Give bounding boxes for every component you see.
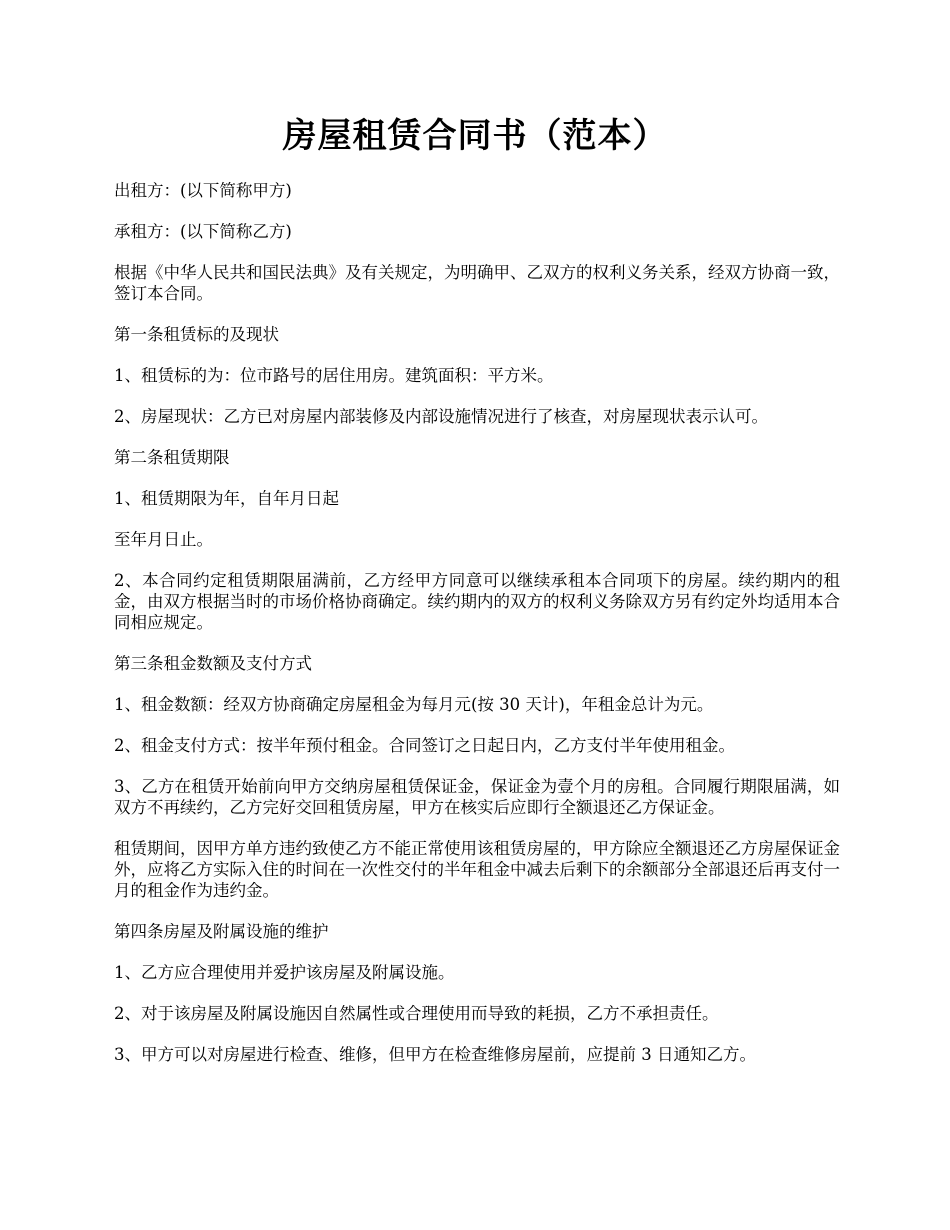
article-3-heading: 第三条租金数额及支付方式: [114, 654, 312, 673]
article-3-clause-2: 2、租金支付方式：按半年预付租金。合同签订之日起日内，乙方支付半年使用租金。: [114, 736, 735, 755]
article-2-clause-1-end: 至年月日止。: [114, 530, 213, 549]
article-4-clause-1: 1、乙方应合理使用并爱护该房屋及附属设施。: [114, 963, 455, 982]
article-1-clause-1: 1、租赁标的为：位市路号的居住用房。建筑面积：平方米。: [114, 366, 554, 385]
preamble-paragraph: 根据《中华人民共和国民法典》及有关规定，为明确甲、乙双方的权利义务关系，经双方协商一致，签订本合同。: [114, 263, 840, 303]
article-4-clause-3: 3、甲方可以对房屋进行检查、维修，但甲方在检查维修房屋前，应提前 3 日通知乙方。: [114, 1045, 756, 1064]
document-body: [114, 180, 840, 1085]
article-4-heading: 第四条房屋及附属设施的维护: [114, 922, 329, 941]
article-1-heading: 第一条租赁标的及现状: [114, 325, 279, 344]
lessee-line: 承租方：(以下简称乙方): [114, 222, 292, 241]
article-3-penalty-paragraph: 租赁期间，因甲方单方违约致使乙方不能正常使用该租赁房屋的，甲方除应全额退还乙方房屋保证金外，应将乙方实际入住的时间在一次性交付的半年租金中减去后剩下的余额部分全部退还后再支付一月的租金作为违约金。: [114, 839, 840, 900]
article-2-clause-1: 1、租赁期限为年，自年月日起: [114, 489, 339, 508]
lessor-line: 出租方：(以下简称甲方): [114, 181, 292, 200]
article-4-clause-2: 2、对于该房屋及附属设施因自然属性或合理使用而导致的耗损，乙方不承担责任。: [114, 1004, 719, 1023]
article-1-clause-2: 2、房屋现状：乙方已对房屋内部装修及内部设施情况进行了核查，对房屋现状表示认可。: [114, 407, 768, 426]
article-3-clause-1: 1、租金数额：经双方协商确定房屋租金为每月元(按 30 天计)，年租金总计为元。: [114, 695, 714, 714]
article-2-clause-2: 2、本合同约定租赁期限届满前，乙方经甲方同意可以继续承租本合同项下的房屋。续约期内的租金，由双方根据当时的市场价格协商确定。续约期内的双方的权利义务除双方另有约定外均适用本合同相应规定。: [114, 571, 840, 632]
document-title: 房屋租赁合同书（范本）: [282, 116, 668, 156]
article-3-clause-3: 3、乙方在租赁开始前向甲方交纳房屋租赁保证金，保证金为壹个月的房租。合同履行期限届满，如双方不再续约，乙方完好交回租赁房屋，甲方在核实后应即行全额退还乙方保证金。: [114, 777, 840, 817]
article-2-heading: 第二条租赁期限: [114, 448, 230, 467]
